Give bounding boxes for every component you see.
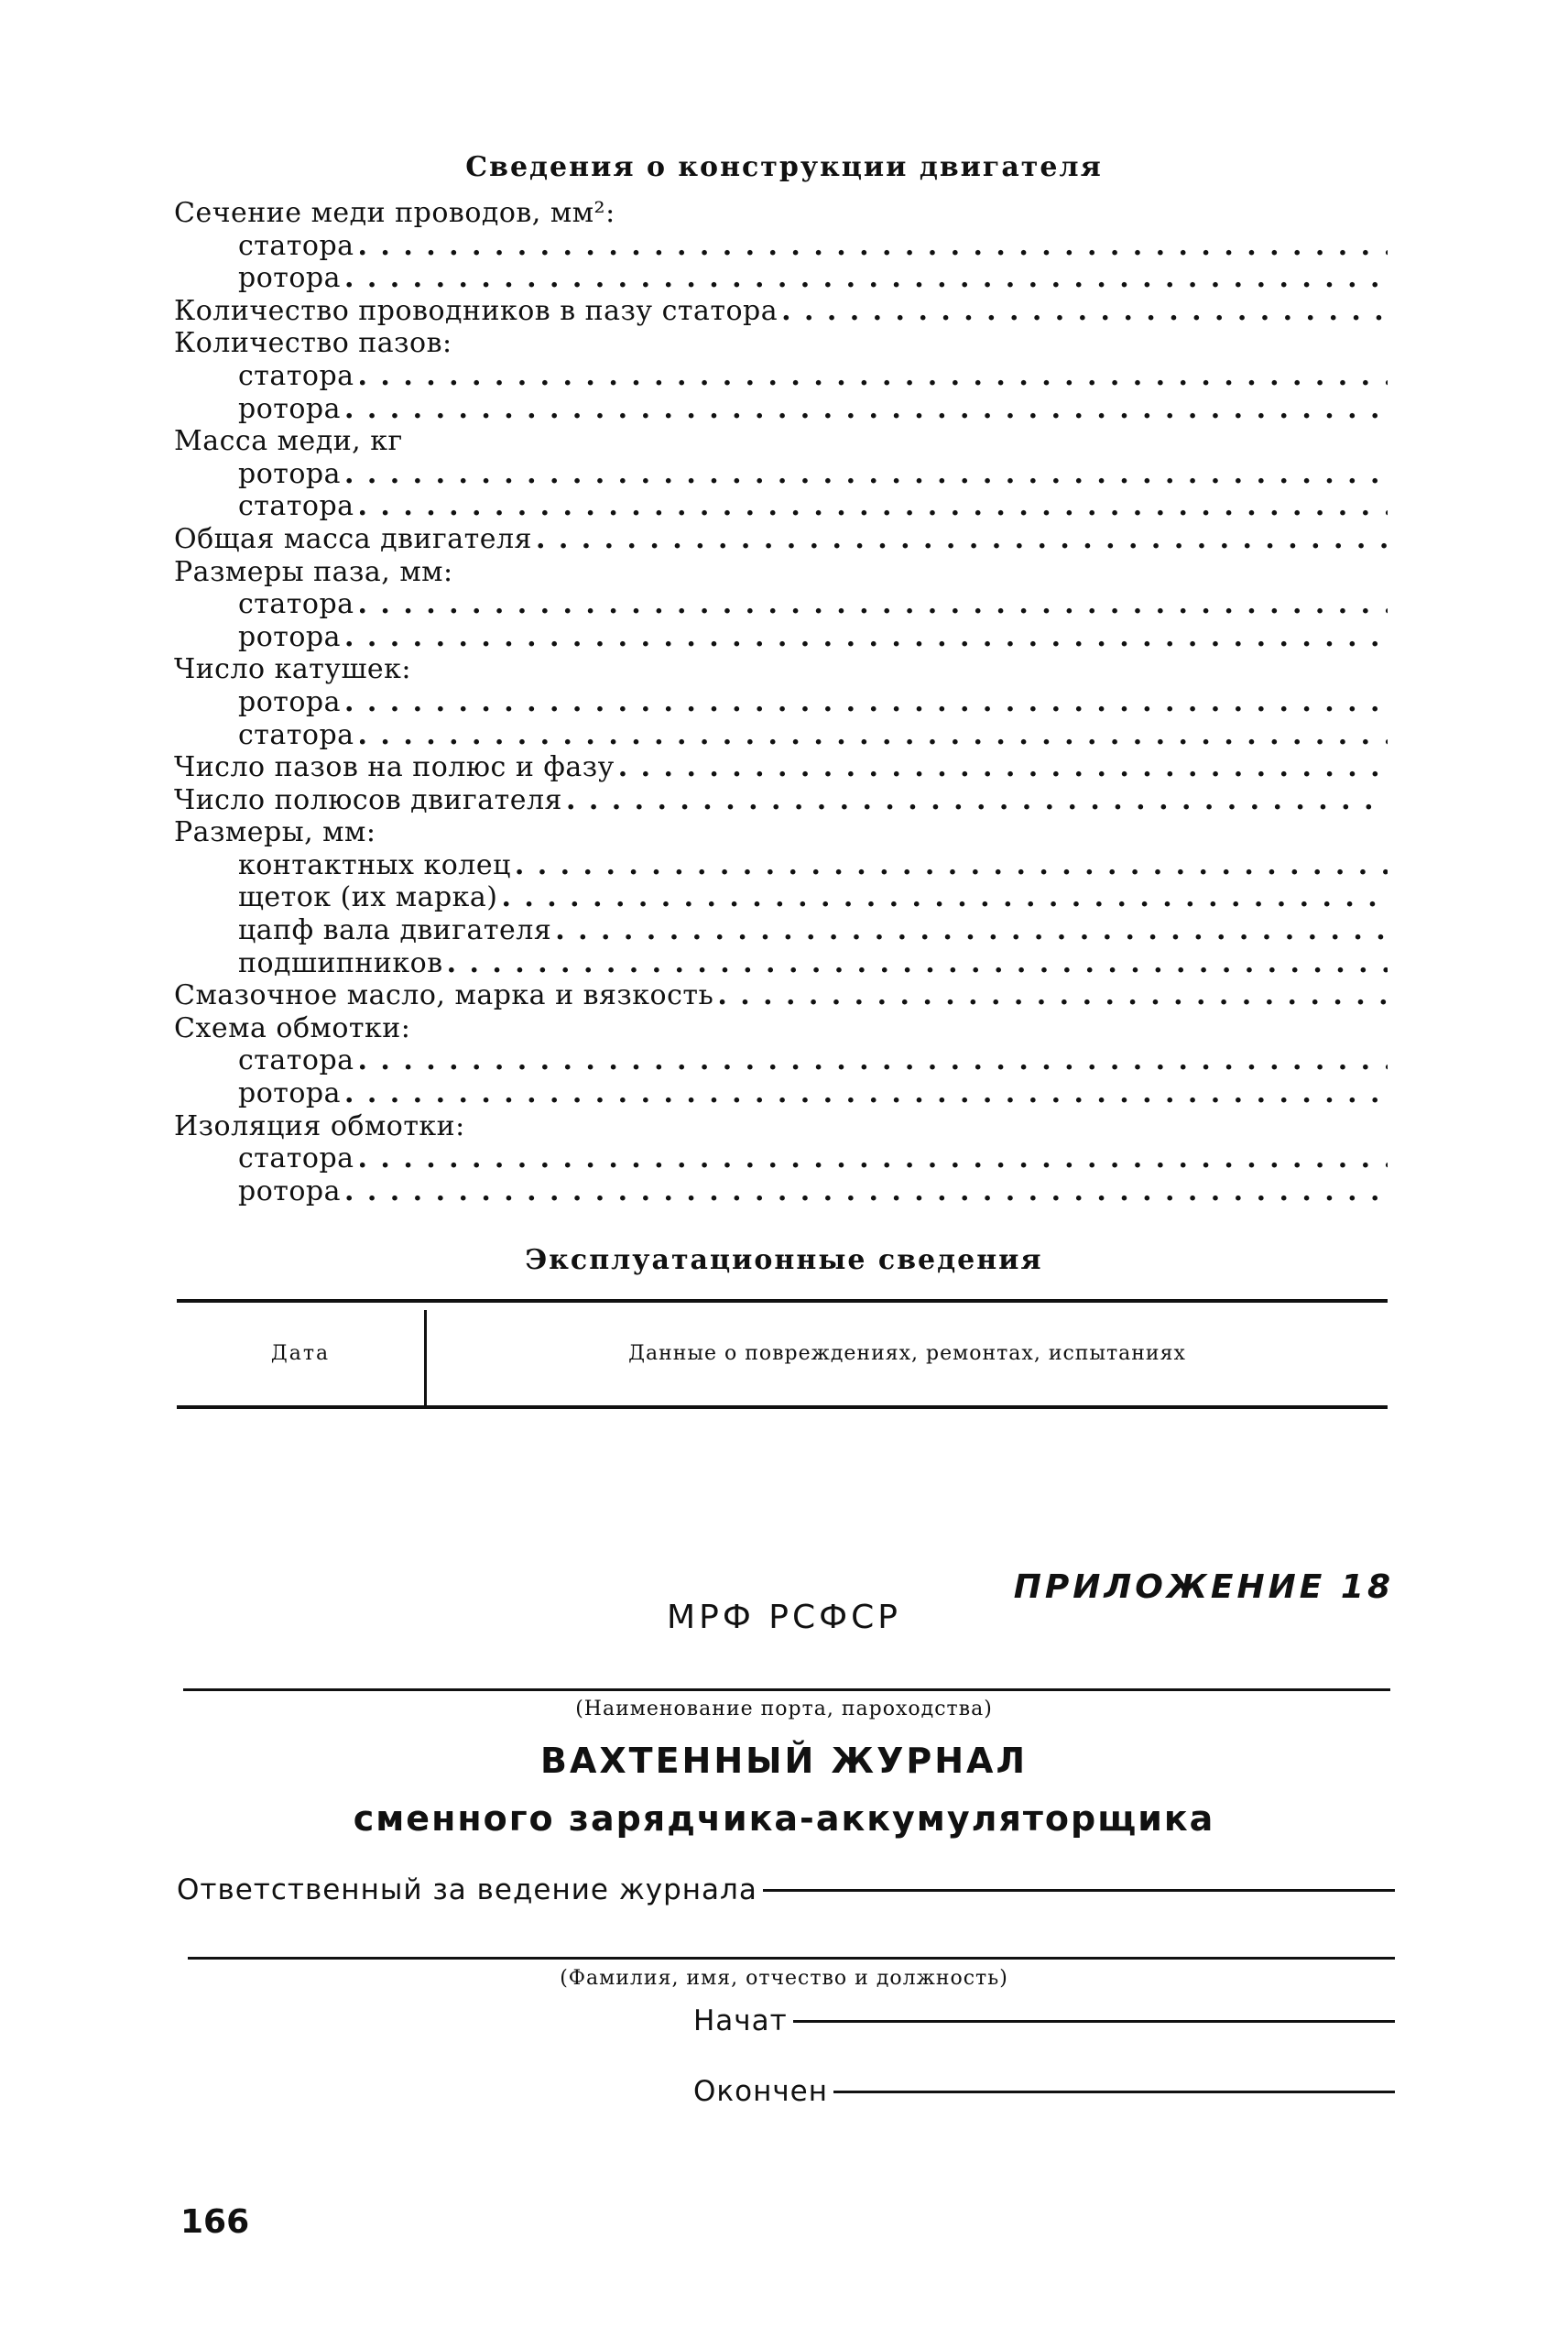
dot-leader xyxy=(344,621,1388,654)
dot-leader xyxy=(358,360,1388,393)
form-field-row xyxy=(174,947,1388,980)
field-label: Количество пазов: xyxy=(174,327,452,360)
organization-name: МРФ РСФСР xyxy=(667,1599,901,1636)
page-number: 166 xyxy=(180,2203,250,2241)
dot-leader xyxy=(358,1142,1388,1175)
responsible-field xyxy=(177,1873,1395,1906)
form-field-row xyxy=(174,719,1388,752)
field-label: статора xyxy=(238,359,354,392)
field-label: статора xyxy=(238,1044,354,1077)
form-field-row xyxy=(174,914,1388,947)
table-header-date: Дата xyxy=(270,1342,331,1365)
form-field-row xyxy=(174,1077,1388,1110)
form-field-row xyxy=(174,1044,1388,1077)
dot-leader xyxy=(502,881,1388,914)
dot-leader xyxy=(358,588,1388,621)
form-field-row xyxy=(174,1142,1388,1175)
field-label: ротора xyxy=(238,620,342,653)
dot-leader xyxy=(717,979,1388,1012)
field-label: ротора xyxy=(238,685,342,718)
responsible-label: Ответственный за ведение журнала xyxy=(177,1873,757,1906)
field-label: статора xyxy=(238,229,354,262)
responsible-fill-line xyxy=(763,1888,1395,1892)
form-field-row xyxy=(174,979,1388,1012)
dot-leader xyxy=(447,947,1388,980)
dot-leader xyxy=(358,719,1388,752)
field-label: Схема обмотки: xyxy=(174,1011,411,1044)
form-field-row xyxy=(174,849,1388,882)
field-label: статора xyxy=(238,490,354,523)
field-label: подшипников xyxy=(238,946,443,979)
dot-leader xyxy=(618,751,1388,784)
field-label: Смазочное масло, марка и вязкость xyxy=(174,979,714,1012)
dot-leader xyxy=(536,523,1388,556)
form-field-row xyxy=(174,262,1388,295)
dot-leader xyxy=(344,686,1388,719)
started-fill-line xyxy=(793,2019,1395,2023)
form-field-row xyxy=(174,197,1388,230)
ended-field xyxy=(693,2075,1395,2108)
dot-leader xyxy=(344,1175,1388,1208)
field-label: статора xyxy=(238,1142,354,1175)
operation-table xyxy=(177,1299,1388,1409)
dot-leader xyxy=(344,458,1388,491)
dot-leader xyxy=(515,849,1388,882)
started-label: Начат xyxy=(693,2004,788,2037)
field-label: Масса меди, кг xyxy=(174,425,403,458)
form-field-row xyxy=(174,360,1388,393)
port-name-line xyxy=(183,1688,1390,1691)
form-field-row xyxy=(174,490,1388,523)
section-heading-operation: Эксплуатационные сведения xyxy=(525,1244,1043,1276)
field-label: статора xyxy=(238,588,354,621)
field-label: Размеры паза, мм: xyxy=(174,555,453,588)
construction-field-list xyxy=(174,197,1388,1207)
dot-leader xyxy=(555,914,1388,947)
journal-title: ВАХТЕННЫЙ ЖУРНАЛ xyxy=(540,1741,1028,1781)
journal-subtitle: сменного зарядчика-аккумуляторщика xyxy=(353,1798,1215,1839)
field-label: ротора xyxy=(238,262,342,295)
field-label: Изоляция обмотки: xyxy=(174,1109,465,1142)
form-field-row xyxy=(174,327,1388,360)
field-label: Размеры, мм: xyxy=(174,816,376,849)
field-label: Количество проводников в пазу статора xyxy=(174,294,779,327)
field-label: контактных колец xyxy=(238,848,511,881)
dot-leader xyxy=(781,295,1388,328)
field-label: Число пазов на полюс и фазу xyxy=(174,751,615,784)
form-field-row xyxy=(174,458,1388,491)
dot-leader xyxy=(344,1077,1388,1110)
dot-leader xyxy=(358,230,1388,263)
field-label: Общая масса двигателя xyxy=(174,522,532,555)
dot-leader xyxy=(344,262,1388,295)
table-header-data: Данные о повреждениях, ремонтах, испытаниях xyxy=(628,1342,1186,1365)
form-field-row xyxy=(174,621,1388,654)
form-field-row xyxy=(174,653,1388,686)
form-field-row xyxy=(174,393,1388,426)
appendix-label: ПРИЛОЖЕНИЕ 18 xyxy=(1013,1568,1394,1606)
form-field-row xyxy=(174,230,1388,263)
field-label: ротора xyxy=(238,1174,342,1207)
form-field-row xyxy=(174,295,1388,328)
name-position-line xyxy=(188,1957,1395,1960)
name-position-caption: (Фамилия, имя, отчество и должность) xyxy=(560,1967,1008,1990)
ended-label: Окончен xyxy=(693,2075,829,2108)
form-field-row xyxy=(174,816,1388,849)
form-field-row xyxy=(174,686,1388,719)
form-field-row xyxy=(174,784,1388,817)
form-field-row xyxy=(174,751,1388,784)
form-field-row xyxy=(174,1012,1388,1045)
field-label: Число катушек: xyxy=(174,653,412,686)
form-field-row xyxy=(174,881,1388,914)
started-field xyxy=(693,2004,1395,2037)
field-label: ротора xyxy=(238,457,342,490)
dot-leader xyxy=(358,1044,1388,1077)
form-field-row xyxy=(174,556,1388,589)
form-field-row xyxy=(174,588,1388,621)
section-heading-construction: Сведения о конструкции двигателя xyxy=(465,151,1103,183)
field-label: ротора xyxy=(238,392,342,425)
dot-leader xyxy=(344,393,1388,426)
dot-leader xyxy=(358,490,1388,523)
form-field-row xyxy=(174,425,1388,458)
field-label: Сечение меди проводов, мм²: xyxy=(174,197,615,229)
form-field-row xyxy=(174,1110,1388,1143)
field-label: Число полюсов двигателя xyxy=(174,783,562,816)
field-label: цапф вала двигателя xyxy=(238,914,552,947)
form-field-row xyxy=(174,523,1388,556)
port-name-caption: (Наименование порта, пароходства) xyxy=(575,1698,993,1720)
form-field-row xyxy=(174,1175,1388,1208)
field-label: ротора xyxy=(238,1077,342,1110)
ended-fill-line xyxy=(833,2090,1395,2093)
dot-leader xyxy=(566,784,1388,817)
field-label: статора xyxy=(238,718,354,751)
field-label: щеток (их марка) xyxy=(238,881,498,914)
